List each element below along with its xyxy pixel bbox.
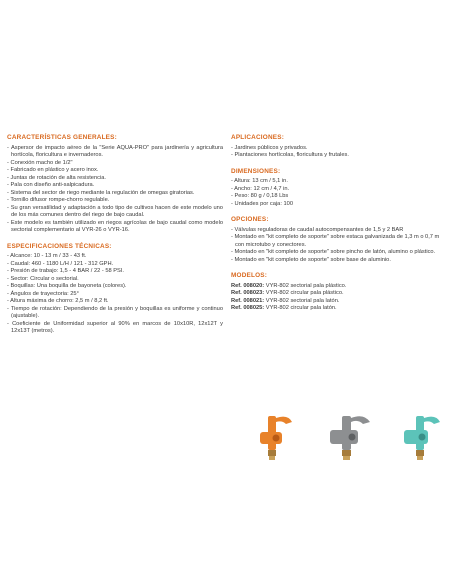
list-item: - Presión de trabajo: 1,5 - 4 BAR / 22 - 58 PSI.	[7, 268, 223, 276]
model-desc: VYR-802 circular pala plástico.	[265, 290, 344, 296]
list-item: - Montado en "kit completo de soporte" sobre pincho de latón, alumino o plástico.	[231, 249, 447, 257]
list-item: - Unidades por caja: 100	[231, 201, 447, 209]
list-item: - Ancho: 12 cm / 4,7 in.	[231, 186, 447, 194]
list-item: - Este modelo es también utilizado en riegos agrícolas de bajo caudal como modelo sectorial complementario al VYR-26 o VYR-16.	[7, 220, 223, 235]
list-item: - Sistema del sector de riego mediante la regulación de omegas giratorias.	[7, 190, 223, 198]
general-heading: CARACTERÍSTICAS GENERALES:	[7, 134, 117, 141]
list-item: - Su gran versatilidad y adaptación a todo tipo de cultivos hacen de este modelo uno de los más comunes dentro del riego de bajo caudal.	[7, 205, 223, 220]
model-ref: Ref. 008023:	[231, 290, 265, 296]
dimensions-heading: DIMENSIONES:	[231, 167, 281, 175]
teal-sprinkler-image	[394, 410, 446, 468]
list-item: - Plantaciones hortícolas, floricultura y frutales.	[231, 152, 447, 160]
model-item	[231, 290, 447, 298]
list-item: - Tiempo de rotación: Dependiendo de la presión y boquillas es uniforme y continuo (ajustable).	[7, 306, 223, 321]
list-item: - Peso: 80 g / 0,18 Lbs	[231, 193, 447, 201]
list-item: - Jardines públicos y privados.	[231, 145, 447, 153]
model-ref: Ref. 008021:	[231, 297, 265, 304]
tech-list	[7, 253, 223, 336]
list-item: - Ángulos de trayectoria: 25°	[7, 291, 223, 299]
list-item: - Juntas de rotación de alta resistencia.	[7, 175, 223, 183]
list-item: - Pala con diseño anti-salpicadura.	[7, 182, 223, 190]
right-column	[231, 134, 447, 321]
general-list	[7, 145, 223, 235]
left-column	[7, 134, 223, 344]
models-heading: MODELOS:	[231, 272, 268, 279]
list-item: - Montado en "kit completo de soporte" sobre base de aluminio.	[231, 257, 447, 265]
model-item	[231, 298, 447, 306]
model-desc: VYR-802 circular pala latón.	[265, 305, 337, 311]
model-desc: VYR-802 sectorial pala latón.	[265, 297, 340, 304]
list-item: - Boquillas: Una boquilla de bayoneta (colores).	[7, 283, 223, 291]
grey-sprinkler-image	[318, 410, 378, 468]
list-item: - Altura máxima de chorro: 2,5 m / 8,2 ft.	[7, 298, 223, 306]
list-item: - Conexión macho de 1/2"	[7, 160, 223, 168]
applications-heading: APLICACIONES:	[231, 134, 285, 141]
applications-list	[231, 145, 447, 160]
list-item: - Aspersor de impacto aéreo de la "Serie AQUA-PRO" para jardinería y agricultura hortícola, floricultura e invernaderos.	[7, 145, 223, 160]
list-item: - Altura: 13 cm / 5,1 in.	[231, 178, 447, 186]
model-ref: Ref. 008025:	[231, 305, 265, 311]
list-item: - Sector: Circular o sectorial.	[7, 276, 223, 284]
list-item: - Caudal: 460 - 1180 L/H / 121 - 312 GPH.	[7, 261, 223, 269]
tech-heading: ESPECIFICACIONES TÉCNICAS:	[7, 242, 112, 250]
models-list	[231, 283, 447, 313]
list-item: - Coeficiente de Uniformidad superior al 90% en marcos de 10x10R, 12x12T y 12x13T (metros).	[7, 321, 223, 336]
model-item	[231, 305, 447, 313]
model-item	[231, 283, 447, 291]
product-images	[246, 410, 446, 470]
list-item: - Montado en "kit completo de soporte" sobre estaca galvanizada de 1,3 m o 0,7 m con microtubo y conectores.	[231, 234, 447, 249]
dimensions-list	[231, 178, 447, 208]
list-item: - Fabricado en plástico y acero inox.	[7, 167, 223, 175]
options-heading: OPCIONES:	[231, 216, 269, 223]
list-item: - Tornillo difusor rompe-chorro regulable.	[7, 197, 223, 205]
model-ref: Ref. 008020:	[231, 282, 265, 289]
orange-sprinkler-image	[246, 410, 298, 468]
list-item: - Válvulas reguladoras de caudal autocompensantes de 1,5 y 2 BAR	[231, 227, 447, 235]
list-item: - Alcance: 10 - 13 m / 33 - 43 ft.	[7, 253, 223, 261]
model-desc: VYR-802 sectorial pala plástico.	[265, 282, 347, 289]
options-list	[231, 227, 447, 265]
